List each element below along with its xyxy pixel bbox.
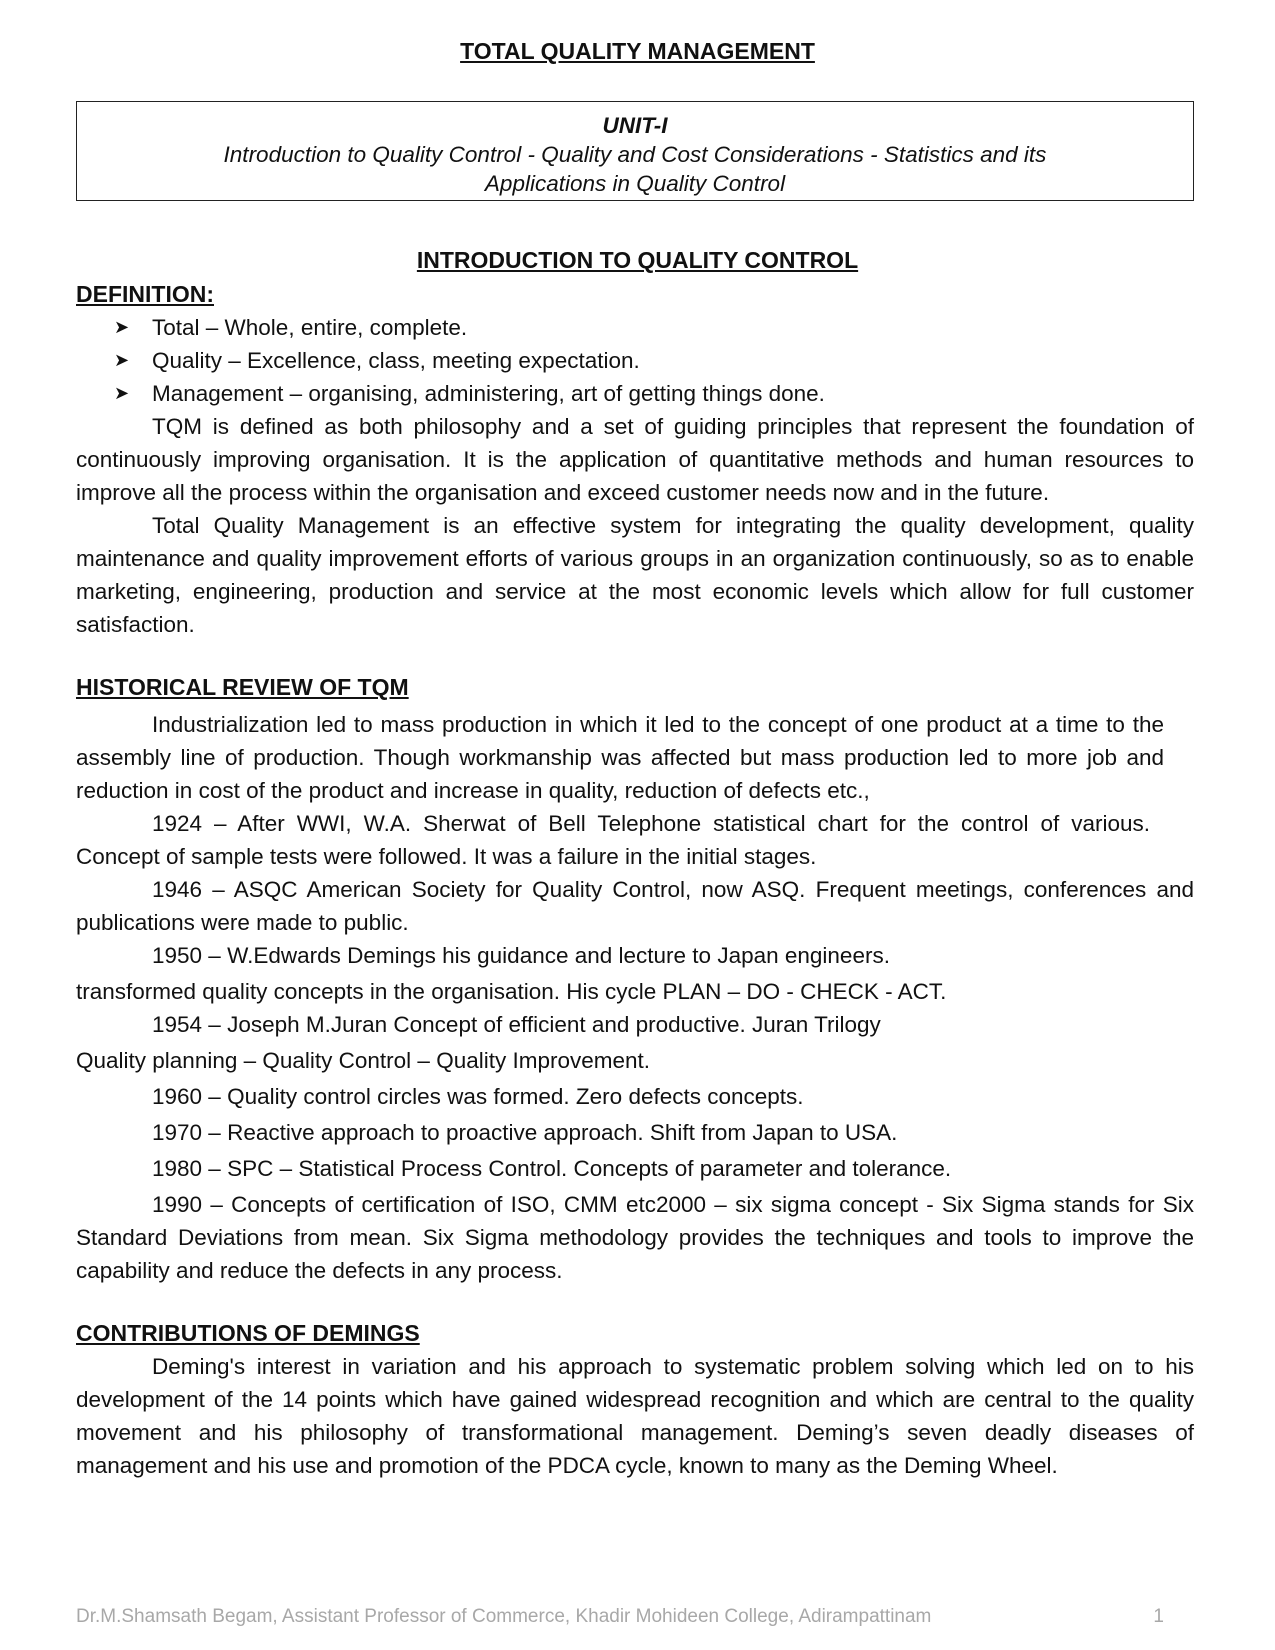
definition-heading: DEFINITION: <box>76 281 214 307</box>
arrow-bullet-icon: ➤ <box>114 383 130 403</box>
page-footer <box>76 1606 1194 1628</box>
history-heading: HISTORICAL REVIEW OF TQM <box>76 674 409 700</box>
history-1980: 1980 – SPC – Statistical Process Control. Concepts of parameter and tolerance. <box>152 1156 952 1181</box>
unit-box <box>76 101 1194 201</box>
intro-heading: INTRODUCTION TO QUALITY CONTROL <box>416 247 859 273</box>
definition-paragraph-2: Total Quality Management is an effective system for integrating the quality development, quality maintenance and quality improvement efforts of various groups in an organization continuously, so as to enable marketing, engineering, production and service at the most economic levels which allow for full customer satisfaction. <box>76 513 1194 637</box>
unit-title: UNIT-I <box>602 113 668 138</box>
definition-item-total: Total – Whole, entire, complete. <box>152 315 468 340</box>
history-1960: 1960 – Quality control circles was formed. Zero defects concepts. <box>152 1084 804 1109</box>
unit-subtitle-line1: Introduction to Quality Control - Quality and Cost Considerations - Statistics and its <box>223 142 1047 167</box>
definition-paragraph-1: TQM is defined as both philosophy and a set of guiding principles that represent the foundation of continuously improving organisation. It is the application of quantitative methods and human resources to improve all the process within the organisation and exceed customer needs now and in the future. <box>76 414 1194 505</box>
list-item <box>114 311 1194 344</box>
document-body <box>76 278 1194 1482</box>
unit-subtitle-line2: Applications in Quality Control <box>484 171 786 196</box>
history-1970: 1970 – Reactive approach to proactive approach. Shift from Japan to USA. <box>152 1120 898 1145</box>
document-title: TOTAL QUALITY MANAGEMENT <box>460 38 815 64</box>
history-1954-cont: Quality planning – Quality Control – Quality Improvement. <box>76 1048 651 1073</box>
demings-paragraph: Deming's interest in variation and his approach to systematic problem solving which led on to his development of the 14 points which have gained widespread recognition and which are central to the quality movement and his philosophy of transformational management. Deming’s seven deadly diseases of management and his use and promotion of the PDCA cycle, known to many as the Deming Wheel. <box>76 1354 1194 1478</box>
history-1990: 1990 – Concepts of certification of ISO, CMM etc2000 – six sigma concept - Six Sigma stands for Six Standard Deviations from mean. Six Sigma methodology provides the techniques and tools to improve the capability and reduce the defects in any process. <box>76 1192 1194 1283</box>
definition-item-quality: Quality – Excellence, class, meeting expectation. <box>152 348 640 373</box>
history-paragraph: Industrialization led to mass production in which it led to the concept of one product at a time to the assembly line of production. Though workmanship was affected but mass production led to more job and reduction in cost of the product and increase in quality, reduction of defects etc., <box>76 712 1164 803</box>
list-item <box>114 344 1194 377</box>
footer-text: Dr.M.Shamsath Begam, Assistant Professor of Commerce, Khadir Mohideen College, Adirampattinam <box>76 1606 932 1627</box>
history-1954: 1954 – Joseph M.Juran Concept of efficient and productive. Juran Trilogy <box>152 1012 881 1037</box>
history-1924: 1924 – After WWI, W.A. Sherwat of Bell Telephone statistical chart for the control of various. Concept of sample tests were followed. It was a failure in the initial stages. <box>76 811 1150 869</box>
page-number: 1 <box>1153 1606 1164 1627</box>
history-1950: 1950 – W.Edwards Demings his guidance and lecture to Japan engineers. <box>152 943 890 968</box>
list-item <box>114 377 1194 410</box>
history-1946: 1946 – ASQC American Society for Quality Control, now ASQ. Frequent meetings, conferences and publications were made to public. <box>76 877 1194 935</box>
demings-heading: CONTRIBUTIONS OF DEMINGS <box>76 1320 420 1346</box>
definition-list <box>76 311 1194 410</box>
history-1950-cont: transformed quality concepts in the organisation. His cycle PLAN – DO - CHECK - ACT. <box>76 979 947 1004</box>
arrow-bullet-icon: ➤ <box>114 317 130 337</box>
definition-item-management: Management – organising, administering, art of getting things done. <box>152 381 825 406</box>
arrow-bullet-icon: ➤ <box>114 350 130 370</box>
